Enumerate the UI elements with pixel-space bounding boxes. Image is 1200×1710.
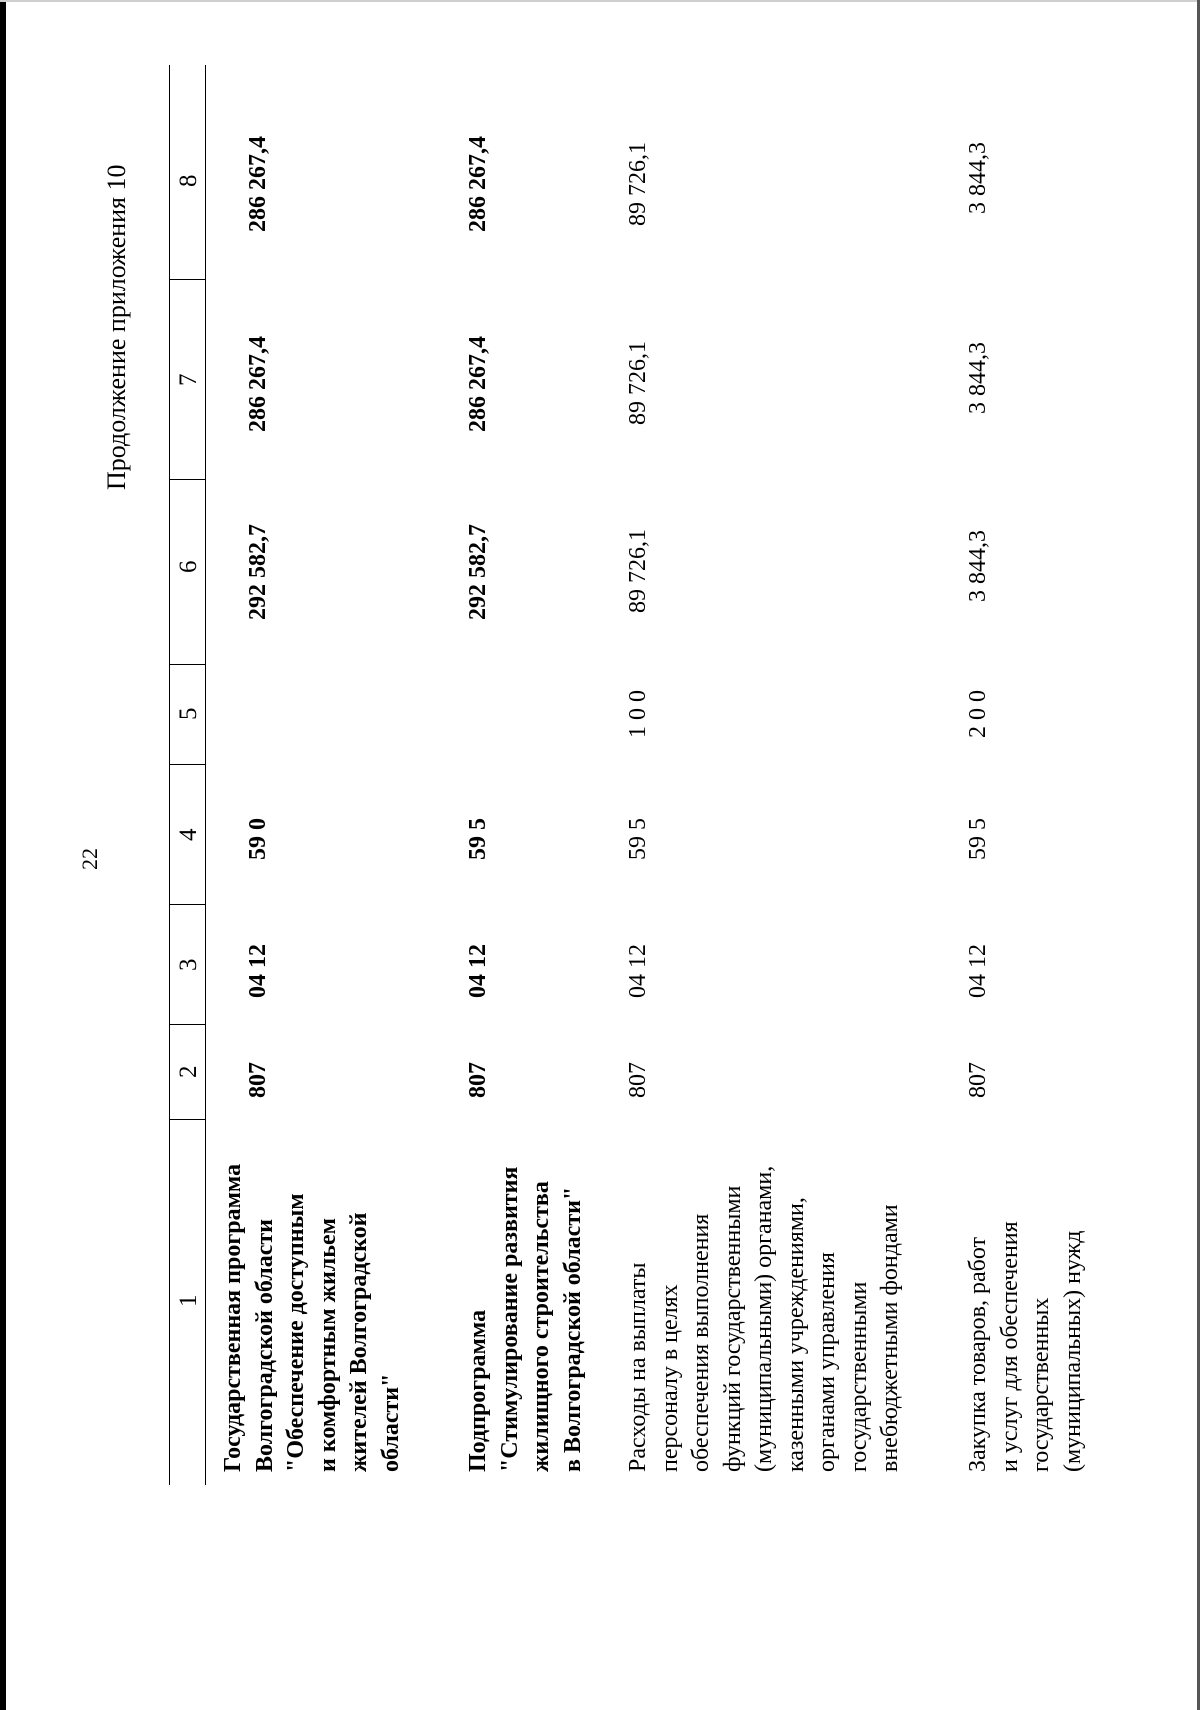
cell-code-3: 04 12 [625,944,651,998]
header-divider-1-2 [169,1119,206,1120]
cell-value-8: 286 267,4 [245,136,271,232]
continuation-label: Продолжение приложения 10 [102,164,131,490]
cell-code-3: 04 12 [245,944,271,998]
cell-code-2: 807 [625,1062,651,1098]
header-divider-5-6 [169,664,206,665]
header-divider-4-5 [169,764,206,765]
column-number-5: 5 [175,707,202,720]
cell-value-8: 286 267,4 [465,136,491,232]
name-line: (муниципальными) органами, [751,1165,777,1472]
cell-value-6: 3 844,3 [965,530,991,602]
column-number-8: 8 [175,174,202,187]
name-line: "Обеспечение доступным [283,1193,309,1472]
cell-code-4: 59 5 [965,818,991,860]
cell-code-2: 807 [465,1062,491,1098]
cell-code-3: 04 12 [465,944,491,998]
column-number-2: 2 [175,1065,202,1078]
cell-code-4: 59 0 [245,818,271,860]
header-bottom-line [205,65,206,1485]
name-line: Волгоградской области [251,1219,278,1472]
name-line: (муниципальных) нужд [1059,1230,1086,1472]
column-number-4: 4 [175,828,202,841]
column-number-7: 7 [175,373,202,386]
cell-code-2: 807 [965,1062,991,1098]
column-number-1: 1 [175,1294,202,1307]
cell-value-7: 286 267,4 [465,336,491,432]
header-divider-6-7 [169,479,206,480]
name-line: Подпрограмма [465,1309,491,1472]
table-row-subprogram-name [463,1167,589,1472]
cell-value-8: 89 726,1 [625,142,651,226]
cell-code-4: 59 5 [465,818,491,860]
cell-code-5: 1 0 0 [625,690,651,738]
cell-value-6: 292 582,7 [465,524,491,620]
name-line: области" [377,1373,404,1472]
cell-value-6: 292 582,7 [245,524,271,620]
cell-code-2: 807 [245,1062,271,1098]
cell-value-7: 89 726,1 [625,341,651,425]
name-line: Закупка товаров, работ [965,1237,991,1472]
name-line: и услуг для обеспечения [996,1221,1023,1472]
cell-code-5: 2 0 0 [965,690,991,738]
cell-code-3: 04 12 [965,944,991,998]
cell-code-4: 59 5 [625,818,651,860]
table-row-program-name [218,1164,407,1472]
name-line: государственных [1028,1297,1054,1472]
column-number-6: 6 [175,560,202,573]
name-line: функций государственными [719,1185,746,1472]
table-row-procurement-name [963,1221,1089,1472]
table-row-personnel-expenses-name [623,1166,907,1472]
cell-value-7: 286 267,4 [245,336,271,432]
name-line: персоналу в целях [656,1284,683,1472]
cell-value-8: 3 844,3 [965,142,991,214]
name-line: жителей Волгоградской [346,1212,372,1472]
name-line: жилищного строительства [528,1181,554,1472]
header-divider-3-4 [169,904,206,905]
name-line: Расходы на выплаты [625,1262,651,1472]
name-line: обеспечения выполнения [688,1213,714,1472]
header-divider-7-8 [169,279,206,280]
page-number: 22 [77,848,102,870]
cell-value-6: 89 726,1 [625,529,651,613]
name-line: "Стимулирование развития [496,1166,523,1472]
column-number-3: 3 [175,958,202,971]
header-divider-2-3 [169,1024,206,1025]
name-line: казенными учреждениями, [782,1197,809,1472]
cell-value-7: 3 844,3 [965,342,991,414]
name-line: внебюджетными фондами [877,1204,903,1472]
name-line: Государственная программа [220,1163,246,1472]
name-line: в Волгоградской области" [559,1186,586,1472]
header-top-line [169,65,170,1485]
name-line: органами управления [814,1252,840,1472]
name-line: государственными [845,1281,872,1472]
name-line: и комфортным жильем [314,1218,341,1472]
